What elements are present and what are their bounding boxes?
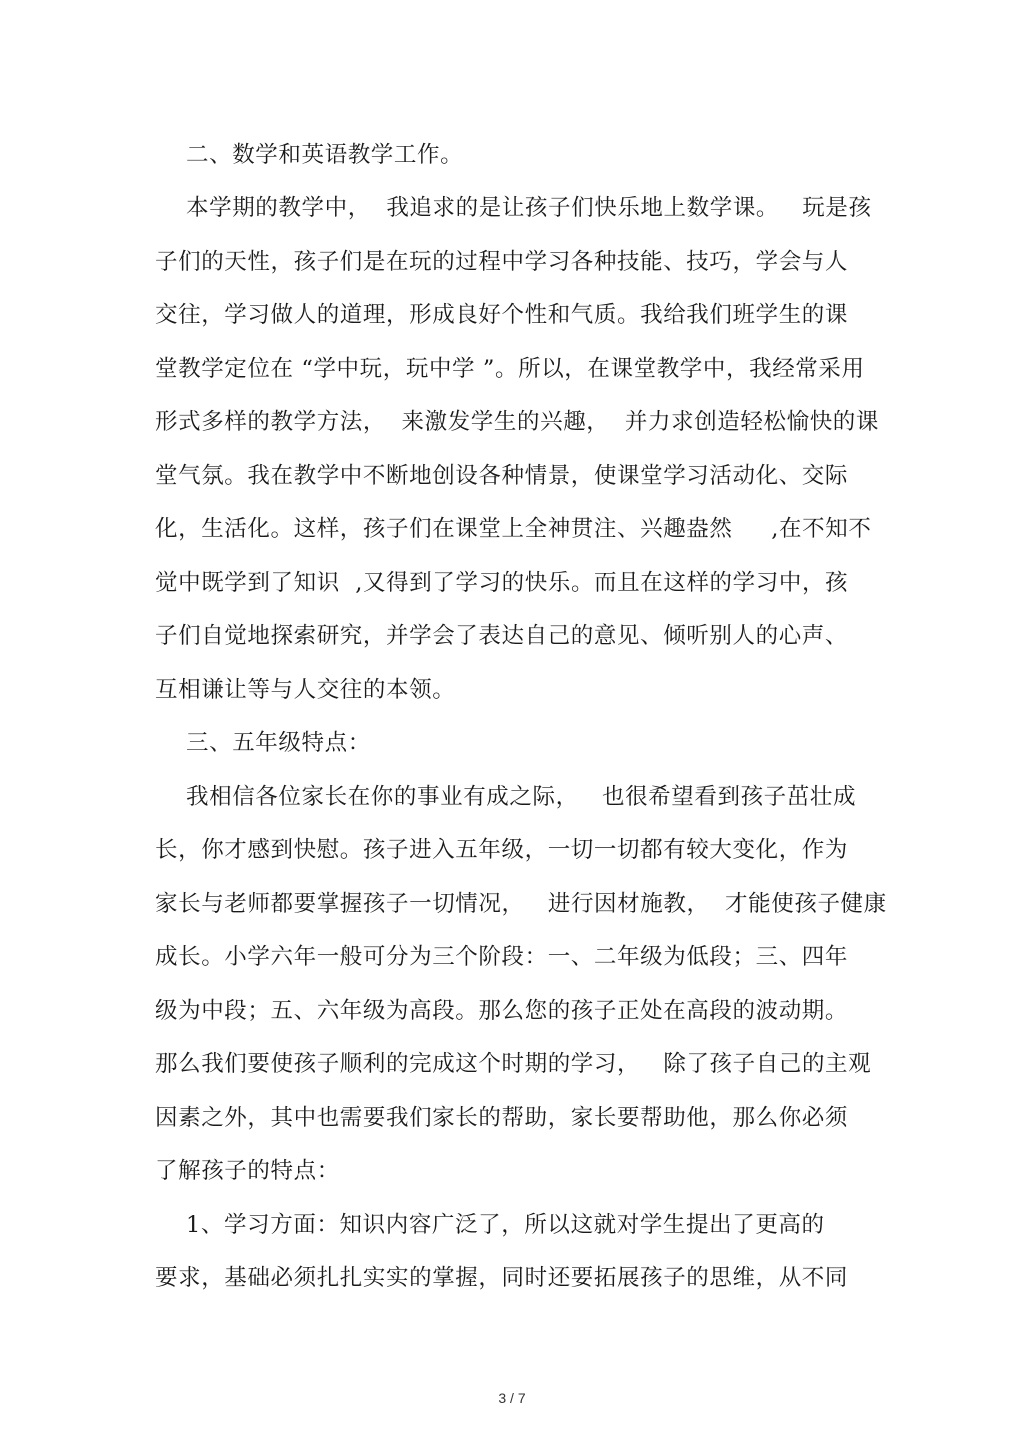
text-line: 成长。小学六年一般可分为三个阶段：一、二年级为低段；三、四年 <box>155 944 849 970</box>
text-line: 家长与老师都要掌握孩子一切情况， 进行因材施教， 才能使孩子健康 <box>155 891 887 917</box>
text-line: 因素之外，其中也需要我们家长的帮助，家长要帮助他，那么你必须 <box>155 1105 849 1131</box>
text-line: 长，你才感到快慰。孩子进入五年级，一切一切都有较大变化，作为 <box>155 837 849 863</box>
text-line: 本学期的教学中， 我追求的是让孩子们快乐地上数学课。 玩是孩 <box>155 195 872 221</box>
text-line: 交往，学习做人的道理，形成良好个性和气质。我给我们班学生的课 <box>155 302 849 328</box>
text-line: 要求，基础必须扎扎实实的掌握，同时还要拓展孩子的思维，从不同 <box>155 1265 849 1291</box>
text-line: 了解孩子的特点： <box>155 1158 340 1184</box>
section-heading: 三、五年级特点： <box>155 730 371 756</box>
text-line: 觉中既学到了知识 ,又得到了学习的快乐。而且在这样的学习中，孩 <box>155 570 849 596</box>
text-line: 形式多样的教学方法， 来激发学生的兴趣， 并力求创造轻松愉快的课 <box>155 409 880 435</box>
text-line: 级为中段；五、六年级为高段。那么您的孩子正处在高段的波动期。 <box>155 998 849 1024</box>
text-line: 堂教学定位在 “学中玩，玩中学 ”。所以，在课堂教学中，我经常采用 <box>155 356 865 382</box>
text-line: 子们自觉地探索研究，并学会了表达自己的意见、倾听别人的心声、 <box>155 623 849 649</box>
text-line: 子们的天性，孩子们是在玩的过程中学习各种技能、技巧，学会与人 <box>155 249 849 275</box>
text-line: 二、数学和英语教学工作。 <box>155 142 464 168</box>
page-number: 3 / 7 <box>498 1390 526 1406</box>
text-line: 我相信各位家长在你的事业有成之际， 也很希望看到孩子茁壮成 <box>155 784 857 810</box>
text-line: 那么我们要使孩子顺利的完成这个时期的学习， 除了孩子自己的主观 <box>155 1051 872 1077</box>
text-line: 堂气氛。我在教学中不断地创设各种情景，使课堂学习活动化、交际 <box>155 463 849 489</box>
text-line: 化，生活化。这样，孩子们在课堂上全神贯注、兴趣盎然 ,在不知不 <box>155 516 872 542</box>
text-line: 1、学习方面：知识内容广泛了，所以这就对学生提出了更高的 <box>155 1212 825 1238</box>
text-line: 互相谦让等与人交往的本领。 <box>155 677 456 703</box>
